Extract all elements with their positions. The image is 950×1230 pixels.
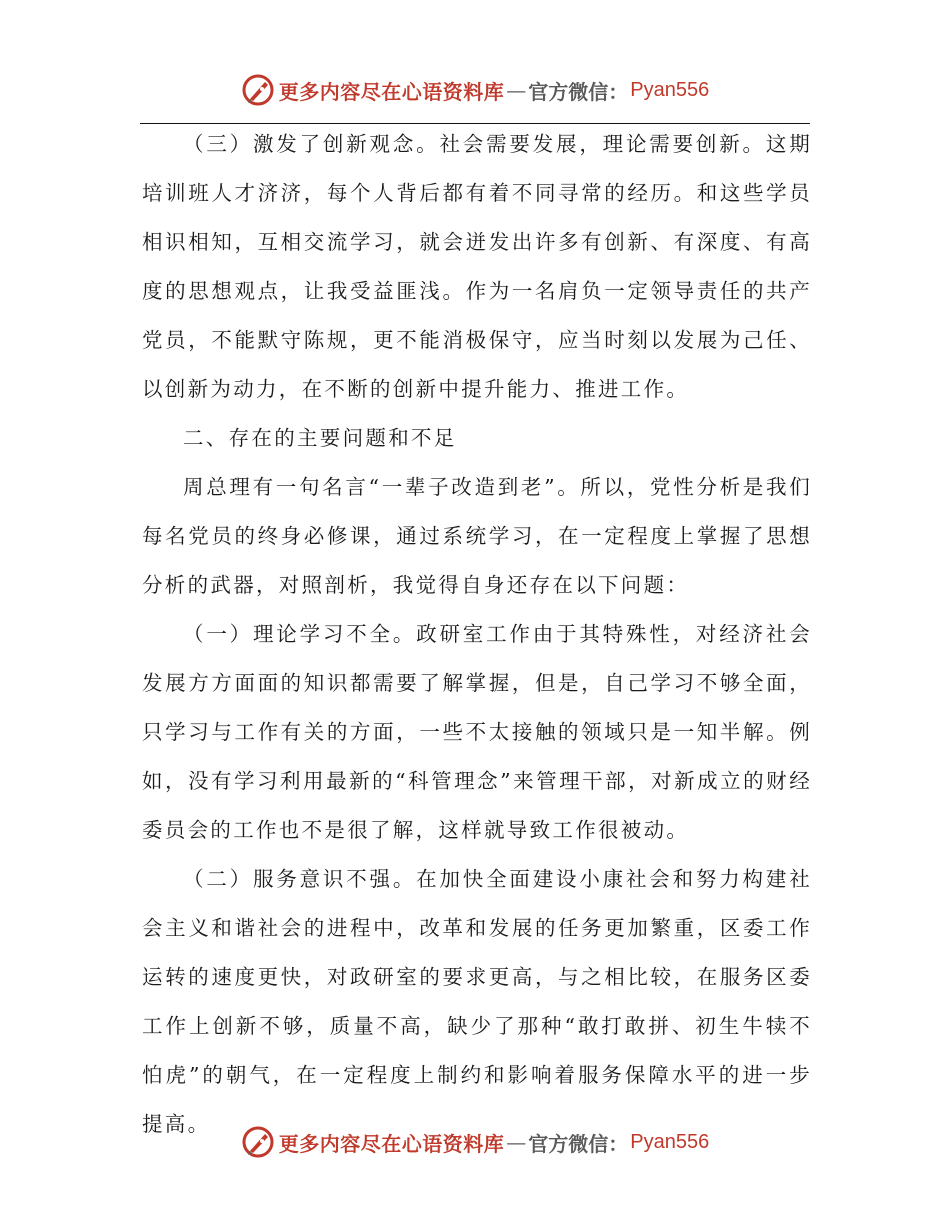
paragraph-innovation: （三）激发了创新观念。社会需要发展，理论需要创新。这期培训班人才济济，每个人背后都有着不同寻常的经历。和这些学员相识相知，互相交流学习，就会迸发出许多有创新、有深度、有高度的思想观点，让我受益匪浅。作为一名肩负一定领导责任的共产党员，不能默守陈规，更不能消极保守，应当时刻以发展为己任、以创新为动力，在不断的创新中提升能力、推进工作。 — [142, 132, 812, 401]
banner-wechat-label: 官方微信： — [528, 79, 629, 104]
pen-logo-icon — [241, 73, 275, 107]
footer-banner — [0, 1122, 950, 1162]
pen-logo-icon — [241, 1125, 275, 1159]
paragraph-service-awareness: （二）服务意识不强。在加快全面建设小康社会和努力构建社会主义和谐社会的进程中，改革和发展的任务更加繁重，区委工作运转的速度更快，对政研室的要求更高，与之相比较，在服务区委工作上创新不够，质量不高，缺少了那种“敢打敢拼、初生牛犊不怕虎”的朝气，在一定程度上制约和影响着服务保障水平的进一步提高。 — [142, 867, 812, 1136]
banner-wechat-id: Pyan556 — [630, 1130, 710, 1153]
banner-wechat-label: 官方微信： — [528, 1131, 629, 1156]
section-heading-problems: 二、存在的主要问题和不足 — [183, 426, 457, 450]
banner-brand-text: 更多内容尽在心语资料库 — [278, 1131, 505, 1156]
header-banner — [0, 70, 950, 110]
paragraph-party-analysis: 周总理有一句名言“一辈子改造到老”。所以，党性分析是我们每名党员的终身必修课，通过系统学习，在一定程度上掌握了思想分析的武器，对照剖析，我觉得自身还存在以下问题： — [142, 475, 812, 597]
document-body — [142, 120, 812, 1149]
banner-brand-text: 更多内容尽在心语资料库 — [278, 79, 505, 104]
banner-wechat-id: Pyan556 — [630, 78, 710, 101]
banner-separator: — — [506, 1130, 527, 1154]
paragraph-theory-study: （一）理论学习不全。政研室工作由于其特殊性，对经济社会发展方方面面的知识都需要了解掌握，但是，自己学习不够全面，只学习与工作有关的方面，一些不太接触的领域只是一知半解。例如，没有学习利用最新的“科管理念”来管理干部，对新成立的财经委员会的工作也不是很了解，这样就导致工作很被动。 — [142, 622, 812, 842]
banner-separator: — — [506, 78, 527, 102]
